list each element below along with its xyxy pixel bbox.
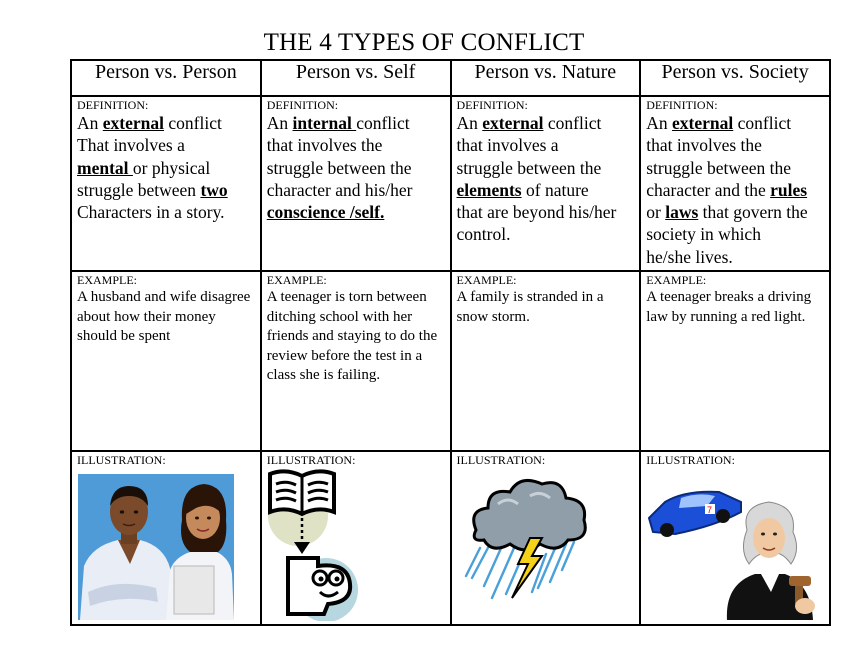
definition-segment: that involves a (456, 135, 559, 156)
example-cell (640, 271, 830, 451)
definition-keyword: external (102, 113, 164, 133)
illustration-label: ILLUSTRATION: (646, 453, 735, 467)
example-text: A husband and wife disagree about how their money should be spent (77, 289, 251, 344)
illustration-cell (451, 451, 641, 625)
definition-segment: An (77, 113, 103, 133)
definition-keyword: external (672, 113, 734, 133)
definition-label: DEFINITION: (77, 98, 149, 112)
race-car-and-judge-illustration (645, 480, 825, 620)
definition-keyword: conscience /self. (266, 202, 385, 223)
definition-label: DEFINITION: (456, 98, 528, 112)
definition-segment: struggle between the (456, 157, 602, 178)
example-label: EXAMPLE: (266, 273, 327, 287)
illustration-cell (71, 451, 261, 625)
definition-segment: An (266, 113, 293, 133)
definition-text (641, 112, 829, 268)
header-row (71, 60, 830, 96)
definition-segment: conflict (164, 113, 222, 133)
definition-segment: That involves a (77, 135, 185, 156)
race-car-icon (649, 492, 741, 537)
definition-keyword: internal (292, 113, 357, 133)
storm-cloud-illustration (462, 474, 592, 606)
illustration-label: ILLUSTRATION: (456, 453, 546, 467)
example-label: EXAMPLE: (456, 273, 517, 287)
definition-text (262, 112, 450, 223)
definition-cell (71, 96, 261, 271)
definition-segment: that govern the (698, 202, 808, 223)
definition-text (452, 112, 640, 246)
definition-text (72, 112, 260, 223)
definition-cell (640, 96, 830, 271)
column-header-person-vs-self: Person vs. Self (261, 60, 451, 96)
example-cell (451, 271, 641, 451)
definition-segment: struggle between the (266, 157, 412, 178)
definition-segment: that involves the (266, 135, 383, 156)
conflict-table (70, 59, 831, 626)
definition-keyword: rules (770, 179, 808, 200)
example-label: EXAMPLE: (646, 273, 707, 287)
definition-segment: that are beyond his/her (456, 202, 617, 223)
example-cell (261, 271, 451, 451)
illustration-label: ILLUSTRATION: (266, 453, 356, 467)
definition-segment: character and the (646, 179, 771, 200)
definition-segment: or physical (132, 157, 211, 178)
definition-segment: Characters in a story. (77, 202, 225, 223)
svg-text:7: 7 (707, 505, 713, 515)
example-text: A teenager is torn between ditching school with her friends and staying to do the review before the test in a class she is failing. (266, 289, 438, 383)
example-text: A family is stranded in a snow storm. (456, 289, 604, 325)
definition-segment: conflict (543, 113, 602, 133)
definition-label: DEFINITION: (266, 98, 339, 112)
column-header-person-vs-person: Person vs. Person (71, 60, 261, 96)
example-text: A teenager breaks a driving law by running a red light. (646, 289, 812, 325)
illustration-row (71, 451, 830, 625)
definition-segment: struggle between (77, 179, 201, 200)
definition-segment: society in which (646, 224, 761, 245)
example-label: EXAMPLE: (77, 273, 137, 287)
definition-segment: An (456, 113, 483, 133)
definition-row (71, 96, 830, 271)
judge-icon (727, 502, 815, 620)
book-and-face-illustration (266, 466, 366, 621)
definition-segment: that involves the (646, 135, 762, 156)
definition-segment: An (646, 113, 673, 133)
definition-segment: of nature (521, 179, 589, 200)
definition-segment: control. (456, 224, 511, 245)
definition-segment: struggle between the (646, 157, 792, 178)
illustration-cell (261, 451, 451, 625)
definition-segment: conflict (733, 113, 792, 133)
illustration-label: ILLUSTRATION: (77, 453, 166, 467)
two-people-illustration (78, 474, 234, 620)
definition-segment: character and his/her (266, 179, 413, 200)
definition-cell (451, 96, 641, 271)
definition-cell (261, 96, 451, 271)
illustration-cell (640, 451, 830, 625)
definition-keyword: mental (77, 157, 133, 178)
definition-keyword: external (482, 113, 544, 133)
definition-segment: conflict (356, 113, 410, 133)
definition-label: DEFINITION: (646, 98, 718, 112)
example-row (71, 271, 830, 451)
definition-keyword: elements (456, 179, 522, 200)
column-header-person-vs-society: Person vs. Society (640, 60, 830, 96)
definition-keyword: two (200, 179, 228, 200)
page-title: THE 4 TYPES OF CONFLICT (263, 29, 585, 56)
definition-keyword: laws (665, 202, 699, 223)
definition-segment: or (646, 202, 666, 223)
column-header-person-vs-nature: Person vs. Nature (451, 60, 641, 96)
definition-segment: he/she lives. (646, 246, 733, 267)
example-cell (71, 271, 261, 451)
